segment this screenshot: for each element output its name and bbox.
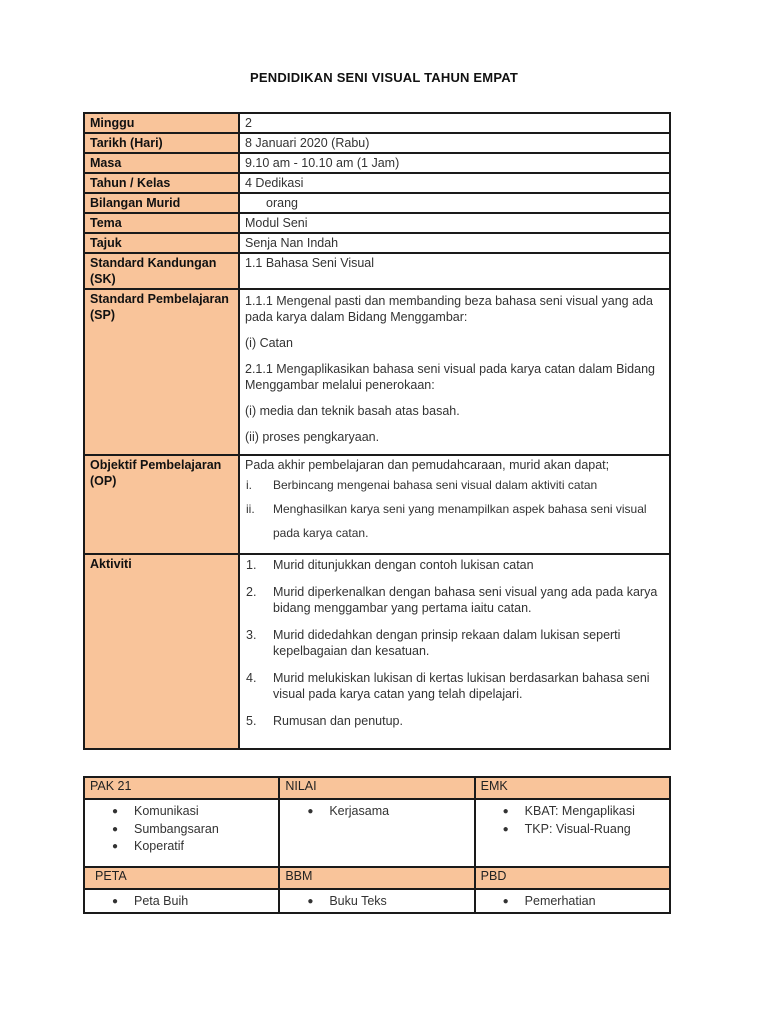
sp-paragraph: (i) media dan teknik basah atas basah. — [245, 404, 460, 418]
bullet-icon: ● — [502, 806, 509, 817]
bullet-icon: ● — [502, 896, 509, 907]
aktiviti-item — [245, 557, 664, 573]
bbm-list — [285, 891, 468, 911]
label-op: Objektif Pembelajaran (OP) — [84, 455, 239, 554]
label-tahun: Tahun / Kelas — [84, 173, 239, 193]
aktiviti-item — [245, 584, 664, 616]
cell-pak21 — [84, 799, 279, 867]
row-bilangan — [84, 193, 670, 213]
row-tahun — [84, 173, 670, 193]
bullet-icon: ● — [112, 806, 119, 817]
lesson-plan-table — [83, 112, 671, 750]
value-minggu: 2 — [239, 113, 670, 133]
value-sk: 1.1 Bahasa Seni Visual — [239, 253, 670, 289]
grid-header-row-1 — [84, 777, 670, 799]
list-item-text: Peta Buih — [134, 894, 189, 908]
value-bilangan: orang — [239, 193, 670, 213]
label-sp: Standard Pembelajaran (SP) — [84, 289, 239, 455]
op-intro: Pada akhir pembelajaran dan pemudahcaraan, murid akan dapat; — [245, 458, 610, 472]
row-aktiviti — [84, 554, 670, 749]
pak21-list — [90, 801, 273, 856]
cell-peta — [84, 889, 279, 913]
emk-list — [481, 801, 664, 838]
list-item — [90, 821, 273, 839]
bullet-icon: ● — [307, 806, 314, 817]
value-aktiviti — [239, 554, 670, 749]
nilai-list — [285, 801, 468, 821]
sp-paragraph: 2.1.1 Mengaplikasikan bahasa seni visual pada karya catan dalam Bidang Menggambar melalui penerokaan: — [245, 362, 655, 392]
list-item — [90, 838, 273, 856]
value-tahun: 4 Dedikasi — [239, 173, 670, 193]
header-peta: PETA — [84, 867, 279, 889]
aktiviti-text: Murid diperkenalkan dengan bahasa seni visual yang ada pada karya bidang menggambar yang pertama iaitu catan. — [273, 585, 658, 615]
label-masa: Masa — [84, 153, 239, 173]
list-item-text: KBAT: Mengaplikasi — [524, 804, 635, 818]
aktiviti-text: Murid ditunjukkan dengan contoh lukisan catan — [273, 558, 534, 572]
aktiviti-text: Rumusan dan penutup. — [273, 714, 403, 728]
row-sk — [84, 253, 670, 289]
list-item — [285, 803, 468, 821]
list-item-text: Komunikasi — [134, 804, 199, 818]
aktiviti-item — [245, 627, 664, 659]
aktiviti-item — [245, 713, 664, 729]
list-item-text: Sumbangsaran — [134, 821, 219, 836]
document-title: PENDIDIKAN SENI VISUAL TAHUN EMPAT — [249, 70, 519, 85]
list-item — [285, 893, 468, 911]
bullet-icon: ● — [112, 841, 119, 852]
aktiviti-number: 4. — [246, 671, 257, 685]
list-item-text: Buku Teks — [329, 894, 387, 908]
list-item-text: Pemerhatian — [524, 894, 596, 908]
aktiviti-list — [245, 557, 664, 729]
op-item-text: Berbincang mengenai bahasa seni visual dalam aktiviti catan — [273, 478, 598, 492]
aktiviti-number: 3. — [246, 628, 257, 642]
aktiviti-number: 2. — [246, 585, 257, 599]
row-sp — [84, 289, 670, 455]
value-tema: Modul Seni — [239, 213, 670, 233]
bullet-icon: ● — [112, 823, 119, 835]
row-op — [84, 455, 670, 554]
row-minggu — [84, 113, 670, 133]
value-masa: 9.10 am - 10.10 am (1 Jam) — [239, 153, 670, 173]
value-sp — [239, 289, 670, 455]
aktiviti-text: Murid melukiskan lukisan di kertas lukisan berdasarkan bahasa seni visual pada karya catan yang telah dipelajari. — [273, 671, 650, 701]
header-nilai: NILAI — [279, 777, 474, 799]
label-sk: Standard Kandungan (SK) — [84, 253, 239, 289]
value-op — [239, 455, 670, 554]
label-tajuk: Tajuk — [84, 233, 239, 253]
aktiviti-number: 1. — [246, 558, 257, 572]
header-emk: EMK — [475, 777, 670, 799]
pbd-list — [481, 891, 664, 911]
header-bbm: BBM — [279, 867, 474, 889]
header-pbd: PBD — [475, 867, 670, 889]
summary-grid — [83, 776, 671, 914]
list-item — [481, 893, 664, 911]
aktiviti-text: Murid didedahkan dengan prinsip rekaan dalam lukisan seperti kepelbagaian dan kesatuan. — [273, 628, 621, 658]
bullet-icon: ● — [112, 896, 119, 907]
aktiviti-number: 5. — [246, 714, 257, 728]
bullet-icon: ● — [502, 823, 509, 835]
op-item — [245, 473, 664, 497]
row-tema — [84, 213, 670, 233]
label-tarikh: Tarikh (Hari) — [84, 133, 239, 153]
label-aktiviti: Aktiviti — [84, 554, 239, 749]
grid-content-row-1 — [84, 799, 670, 867]
cell-emk — [475, 799, 670, 867]
op-list — [245, 473, 664, 545]
sp-paragraph: 1.1.1 Mengenal pasti dan membanding beza bahasa seni visual yang ada pada karya dalam Bidang Menggambar: — [245, 294, 653, 324]
op-item-number: ii. — [246, 502, 255, 516]
list-item-text: Koperatif — [134, 839, 185, 853]
value-tarikh: 8 Januari 2020 (Rabu) — [239, 133, 670, 153]
label-minggu: Minggu — [84, 113, 239, 133]
list-item — [481, 803, 664, 821]
list-item-text: Kerjasama — [329, 804, 390, 818]
row-masa — [84, 153, 670, 173]
value-tajuk: Senja Nan Indah — [239, 233, 670, 253]
grid-content-row-2 — [84, 889, 670, 913]
list-item — [90, 893, 273, 911]
sp-paragraph: (ii) proses pengkaryaan. — [245, 430, 380, 444]
row-tarikh — [84, 133, 670, 153]
label-bilangan: Bilangan Murid — [84, 193, 239, 213]
cell-nilai — [279, 799, 474, 867]
cell-bbm — [279, 889, 474, 913]
label-tema: Tema — [84, 213, 239, 233]
list-item-text: TKP: Visual-Ruang — [524, 821, 631, 836]
grid-header-row-2 — [84, 867, 670, 889]
cell-pbd — [475, 889, 670, 913]
op-item-number: i. — [246, 478, 252, 492]
row-tajuk — [84, 233, 670, 253]
header-pak21: PAK 21 — [84, 777, 279, 799]
list-item — [90, 803, 273, 821]
peta-list — [90, 891, 273, 911]
bullet-icon: ● — [307, 896, 314, 907]
list-item — [481, 821, 664, 839]
aktiviti-item — [245, 670, 664, 702]
op-item-text: Menghasilkan karya seni yang menampilkan aspek bahasa seni visual pada karya catan. — [273, 502, 647, 540]
op-item — [245, 497, 664, 545]
sp-paragraph: (i) Catan — [245, 336, 293, 350]
